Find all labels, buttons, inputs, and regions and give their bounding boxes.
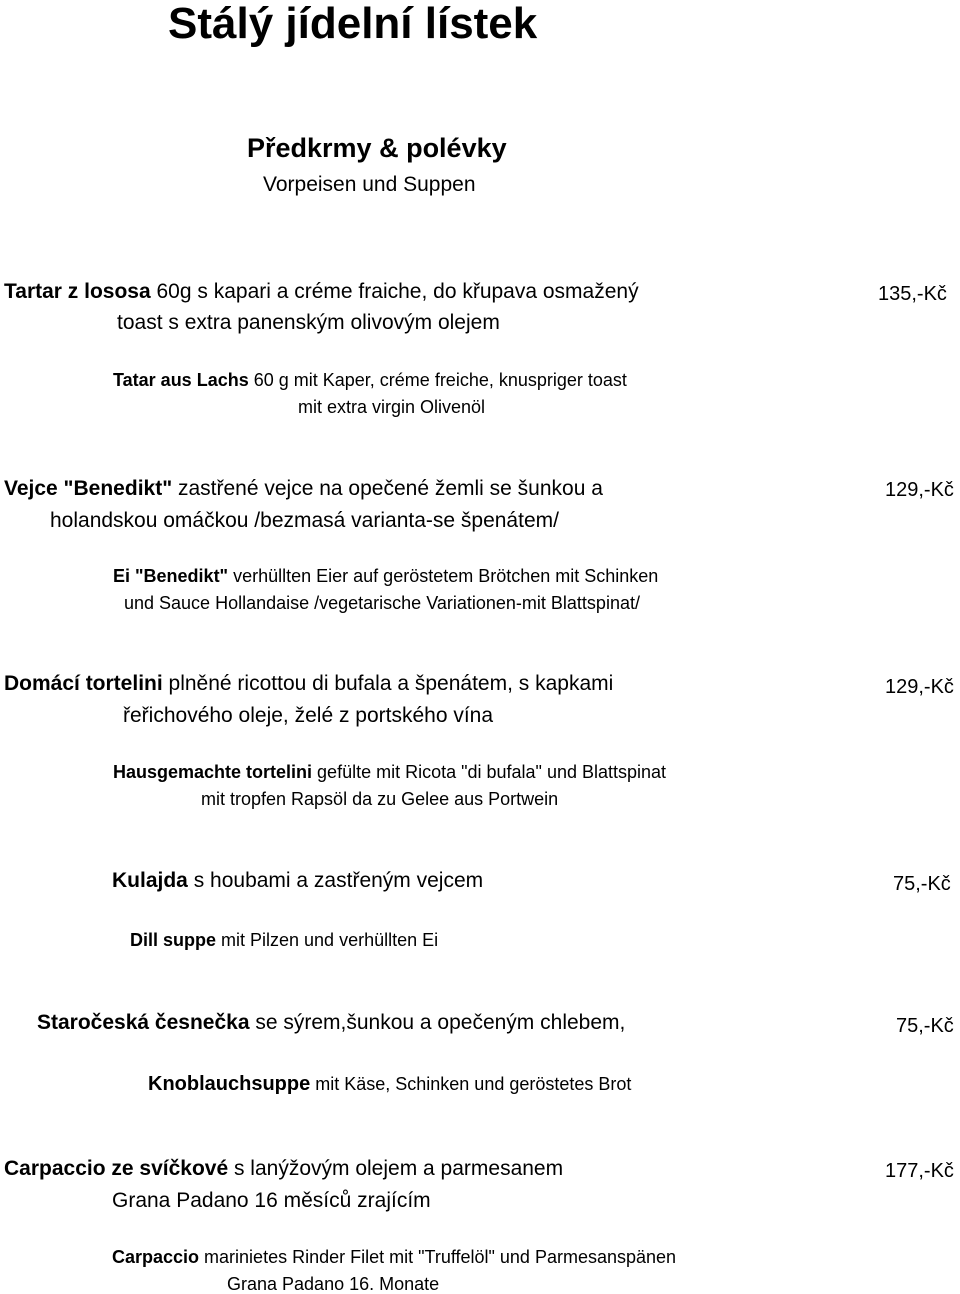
item-4-cz-name: Kulajda bbox=[112, 869, 188, 892]
item-2-cz-line2: holandskou omáčkou /bezmasá varianta-se špenátem/ bbox=[50, 509, 559, 532]
item-1-de-line1 bbox=[113, 371, 627, 389]
item-1-de-desc: 60 g mit Kaper, créme freiche, knuspriger toast bbox=[248, 370, 627, 390]
section-title: Předkrmy & polévky bbox=[247, 133, 507, 163]
item-1-cz-line2: toast s extra panenským olivovým olejem bbox=[117, 311, 500, 334]
item-1-de-name: Tatar aus Lachs bbox=[113, 370, 249, 390]
item-1-de-line2: mit extra virgin Olivenöl bbox=[298, 397, 486, 417]
item-1-cz-line1 bbox=[4, 281, 639, 302]
item-3-de-line1 bbox=[113, 763, 666, 781]
item-6-cz-desc: s lanýžovým olejem a parmesanem bbox=[228, 1157, 564, 1180]
item-4-de-name: Dill suppe bbox=[130, 930, 217, 950]
item-4-de-desc: mit Pilzen und verhüllten Ei bbox=[216, 930, 439, 950]
item-5-cz-name: Staročeská česnečka bbox=[37, 1011, 250, 1034]
item-6-de-desc: marinietes Rinder Filet mit "Truffelöl" und Parmesanspänen bbox=[199, 1247, 677, 1267]
item-5-de-name: Knoblauchsuppe bbox=[148, 1073, 311, 1095]
item-3-price: 129,-Kč bbox=[885, 676, 954, 698]
item-3-cz-line1 bbox=[4, 673, 613, 694]
item-6-de-line2: Grana Padano 16. Monate bbox=[227, 1274, 440, 1294]
item-5-de-line1 bbox=[148, 1074, 631, 1094]
item-2-price: 129,-Kč bbox=[885, 479, 954, 501]
item-2-de-name: Ei "Benedikt" bbox=[113, 566, 229, 586]
item-1-price: 135,-Kč bbox=[878, 283, 947, 305]
item-2-cz-name: Vejce "Benedikt" bbox=[4, 477, 173, 500]
item-4-cz-desc: s houbami a zastřeným vejcem bbox=[187, 869, 484, 892]
item-2-de-line2: und Sauce Hollandaise /vegetarische Variationen-mit Blattspinat/ bbox=[124, 593, 640, 613]
item-3-de-line2: mit tropfen Rapsöl da zu Gelee aus Portwein bbox=[201, 789, 559, 809]
item-3-de-name: Hausgemachte tortelini bbox=[113, 762, 313, 782]
item-3-cz-line2: řeřichového oleje, želé z portského vína bbox=[123, 704, 494, 727]
item-4-price: 75,-Kč bbox=[893, 873, 951, 895]
item-5-price: 75,-Kč bbox=[896, 1015, 954, 1037]
item-1-cz-name: Tartar z lososa bbox=[4, 280, 151, 303]
item-5-cz-desc: se sýrem,šunkou a opečeným chlebem, bbox=[249, 1011, 626, 1034]
item-4-de-line1 bbox=[130, 931, 438, 949]
item-2-cz-line1 bbox=[4, 478, 603, 499]
item-6-cz-line2: Grana Padano 16 měsíců zrajícím bbox=[112, 1189, 431, 1212]
item-3-cz-name: Domácí tortelini bbox=[4, 672, 163, 695]
item-5-de-desc: mit Käse, Schinken und geröstetes Brot bbox=[310, 1074, 632, 1094]
page-title: Stálý jídelní lístek bbox=[168, 0, 538, 48]
item-2-cz-desc: zastřené vejce na opečené žemli se šunkou a bbox=[172, 477, 603, 500]
section-subtitle: Vorpeisen und Suppen bbox=[263, 173, 476, 196]
item-3-de-desc: gefülte mit Ricota "di bufala" und Blattspinat bbox=[312, 762, 667, 782]
item-1-cz-desc: 60g s kapari a créme fraiche, do křupava osmažený bbox=[150, 280, 639, 303]
item-2-de-line1 bbox=[113, 567, 658, 585]
item-6-cz-name: Carpaccio ze svíčkové bbox=[4, 1157, 229, 1180]
item-3-cz-desc: plněné ricottou di bufala a špenátem, s kapkami bbox=[162, 672, 614, 695]
item-6-de-line1 bbox=[112, 1248, 676, 1266]
item-5-cz-line1 bbox=[37, 1012, 625, 1033]
item-6-cz-line1 bbox=[4, 1158, 563, 1179]
item-4-cz-line1 bbox=[112, 870, 483, 891]
item-2-de-desc: verhüllten Eier auf geröstetem Brötchen mit Schinken bbox=[228, 566, 659, 586]
item-6-de-name: Carpaccio bbox=[112, 1247, 200, 1267]
item-6-price: 177,-Kč bbox=[885, 1160, 954, 1182]
